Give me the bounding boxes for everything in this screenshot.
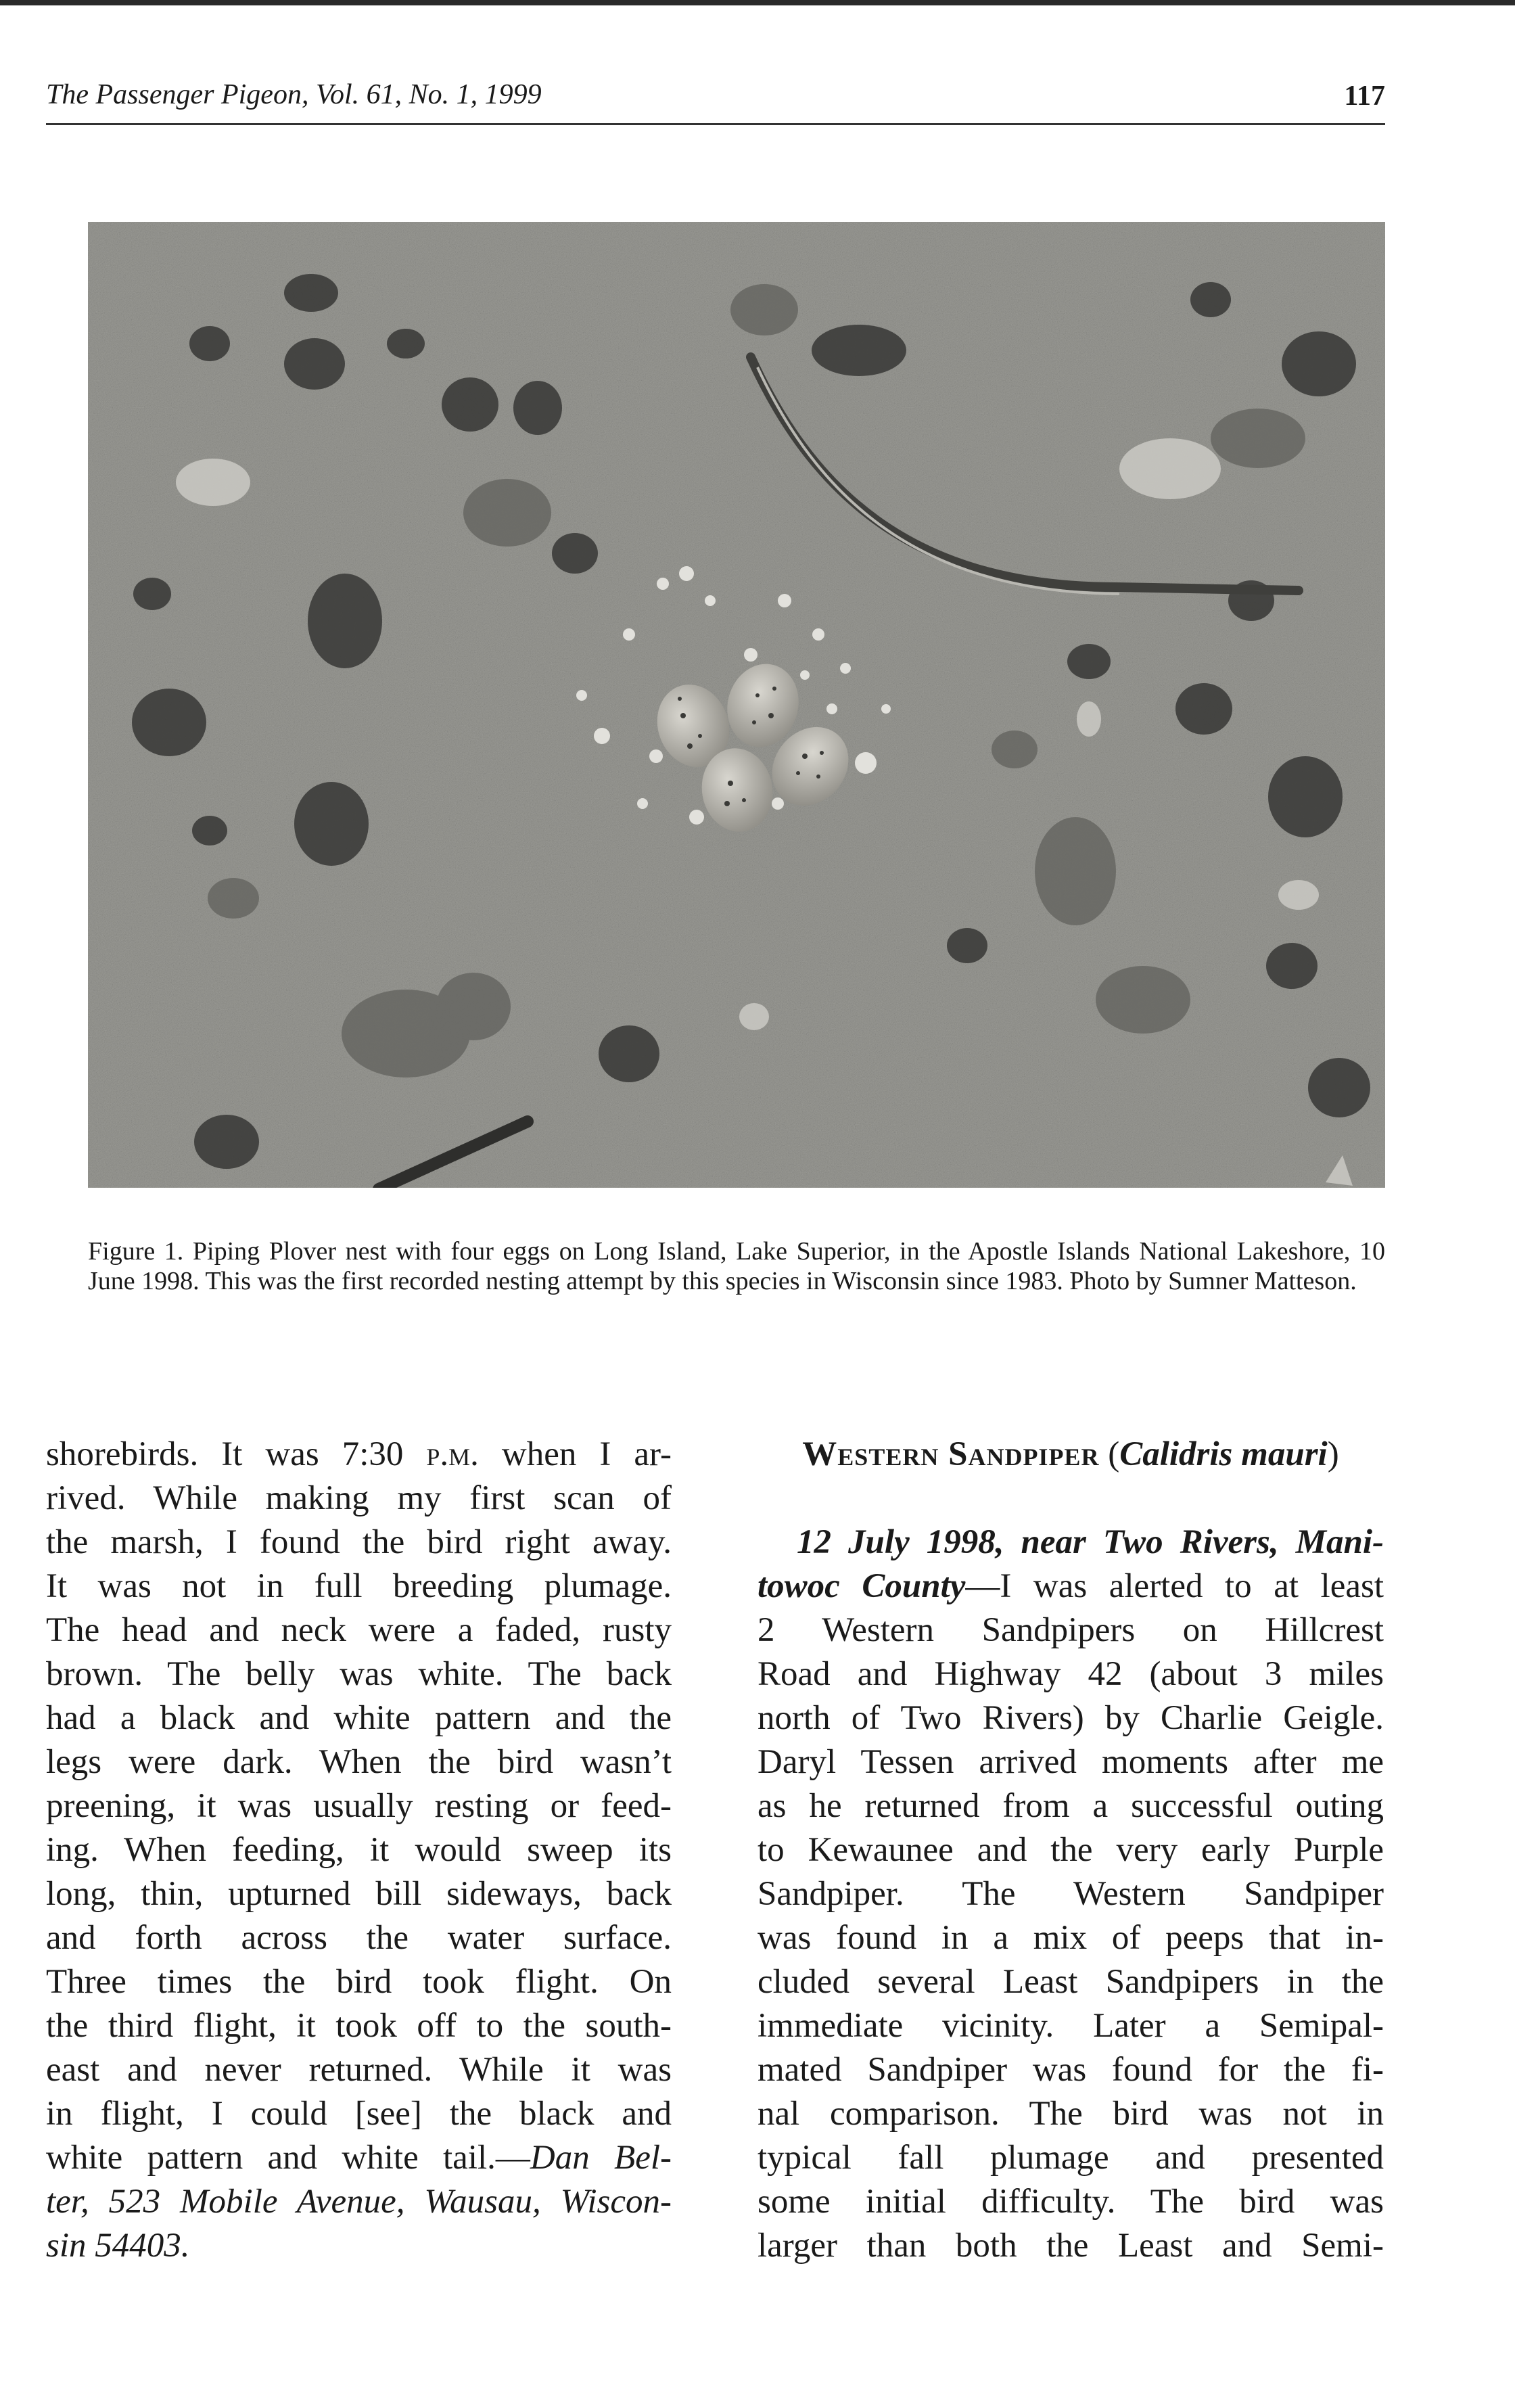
author-address-end: sin 54403. (46, 2227, 190, 2265)
species-common-name: Western Sandpiper (802, 1435, 1100, 1473)
text-line: Sandpiper. The Western Sandpiper (758, 1875, 1384, 1913)
text-line: as he returned from a successful outing (758, 1787, 1384, 1825)
right-column (758, 1433, 1384, 2268)
text-line: immediate vicinity. Later a Semipal- (758, 2007, 1384, 2045)
text-line: The head and neck were a faded, rusty (46, 1611, 672, 1649)
text-line: larger than both the Least and Semi- (758, 2227, 1384, 2265)
top-edge-rule (0, 0, 1515, 5)
text-line: east and never returned. While it was (46, 2051, 672, 2089)
heading-paren-close: ) (1327, 1435, 1339, 1473)
text-line-with-signature (46, 2136, 672, 2180)
text-line: ing. When feeding, it would sweep its (46, 1831, 672, 1869)
text-line-part: white pattern and white tail.— (46, 2139, 530, 2177)
text-line: the marsh, I found the bird right away. (46, 1523, 672, 1561)
text-line: in flight, I could [see] the black and (46, 2095, 672, 2133)
time-suffix: p.m. (426, 1435, 479, 1473)
text-line: nal comparison. The bird was not in (758, 2095, 1384, 2133)
text-line-part: —I was alerted to at least (965, 1567, 1384, 1605)
piping-plover-nest-photo (88, 222, 1385, 1188)
species-latin-name: Calidris mauri (1119, 1435, 1328, 1473)
section-heading (758, 1433, 1384, 1477)
dateline-county: towoc County (758, 1567, 966, 1605)
running-head (46, 76, 1385, 125)
text-line: shorebirds. It was 7:30 p.m. when I ar- (46, 1435, 672, 1473)
text-line: rived. While making my first scan of (46, 1479, 672, 1517)
text-line: Road and Highway 42 (about 3 miles (758, 1655, 1384, 1693)
right-column-paragraph (758, 1521, 1384, 2268)
text-line: 2 Western Sandpipers on Hillcrest (758, 1611, 1384, 1649)
author-signature: Dan Bel- (530, 2139, 672, 2177)
text-line: some initial difficulty. The bird was (758, 2183, 1384, 2221)
text-line: was found in a mix of peeps that in- (758, 1919, 1384, 1957)
author-address: ter, 523 Mobile Avenue, Wausau, Wiscon- (46, 2183, 672, 2221)
text-line-with-dateline (758, 1565, 1384, 1608)
text-line: had a black and white pattern and the (46, 1699, 672, 1737)
page-number: 117 (1344, 80, 1385, 112)
text-line: to Kewaunee and the very early Purple (758, 1831, 1384, 1869)
text-line: Three times the bird took flight. On (46, 1963, 672, 2001)
text-line: north of Two Rivers) by Charlie Geigle. (758, 1699, 1384, 1737)
text-line: Daryl Tessen arrived moments after me (758, 1743, 1384, 1781)
text-line: mated Sandpiper was found for the fi- (758, 2051, 1384, 2089)
text-line: legs were dark. When the bird wasn’t (46, 1743, 672, 1781)
dateline: 12 July 1998, near Two Rivers, Mani- (797, 1523, 1384, 1561)
figure-photo (88, 222, 1385, 1188)
left-column (46, 1433, 672, 2268)
journal-title: The Passenger Pigeon, Vol. 61, No. 1, 1999 (46, 79, 542, 110)
heading-paren-open: ( (1108, 1435, 1120, 1473)
text-line: It was not in full breeding plumage. (46, 1567, 672, 1605)
left-column-paragraph (46, 1433, 672, 2268)
text-line: cluded several Least Sandpipers in the (758, 1963, 1384, 2001)
text-line: preening, it was usually resting or feed- (46, 1787, 672, 1825)
text-line: typical fall plumage and presented (758, 2139, 1384, 2177)
text-line: the third flight, it took off to the south- (46, 2007, 672, 2045)
text-line: long, thin, upturned bill sideways, back (46, 1875, 672, 1913)
text-line: brown. The belly was white. The back (46, 1655, 672, 1693)
figure-caption: Figure 1. Piping Plover nest with four eggs on Long Island, Lake Superior, in the Apostle Islands National Lakeshore, 10 June 1998. This was the first recorded nesting attempt by this species in Wisconsin since 1983. Photo by Sumner Matteson. (88, 1237, 1385, 1295)
text-line: and forth across the water surface. (46, 1919, 672, 1957)
